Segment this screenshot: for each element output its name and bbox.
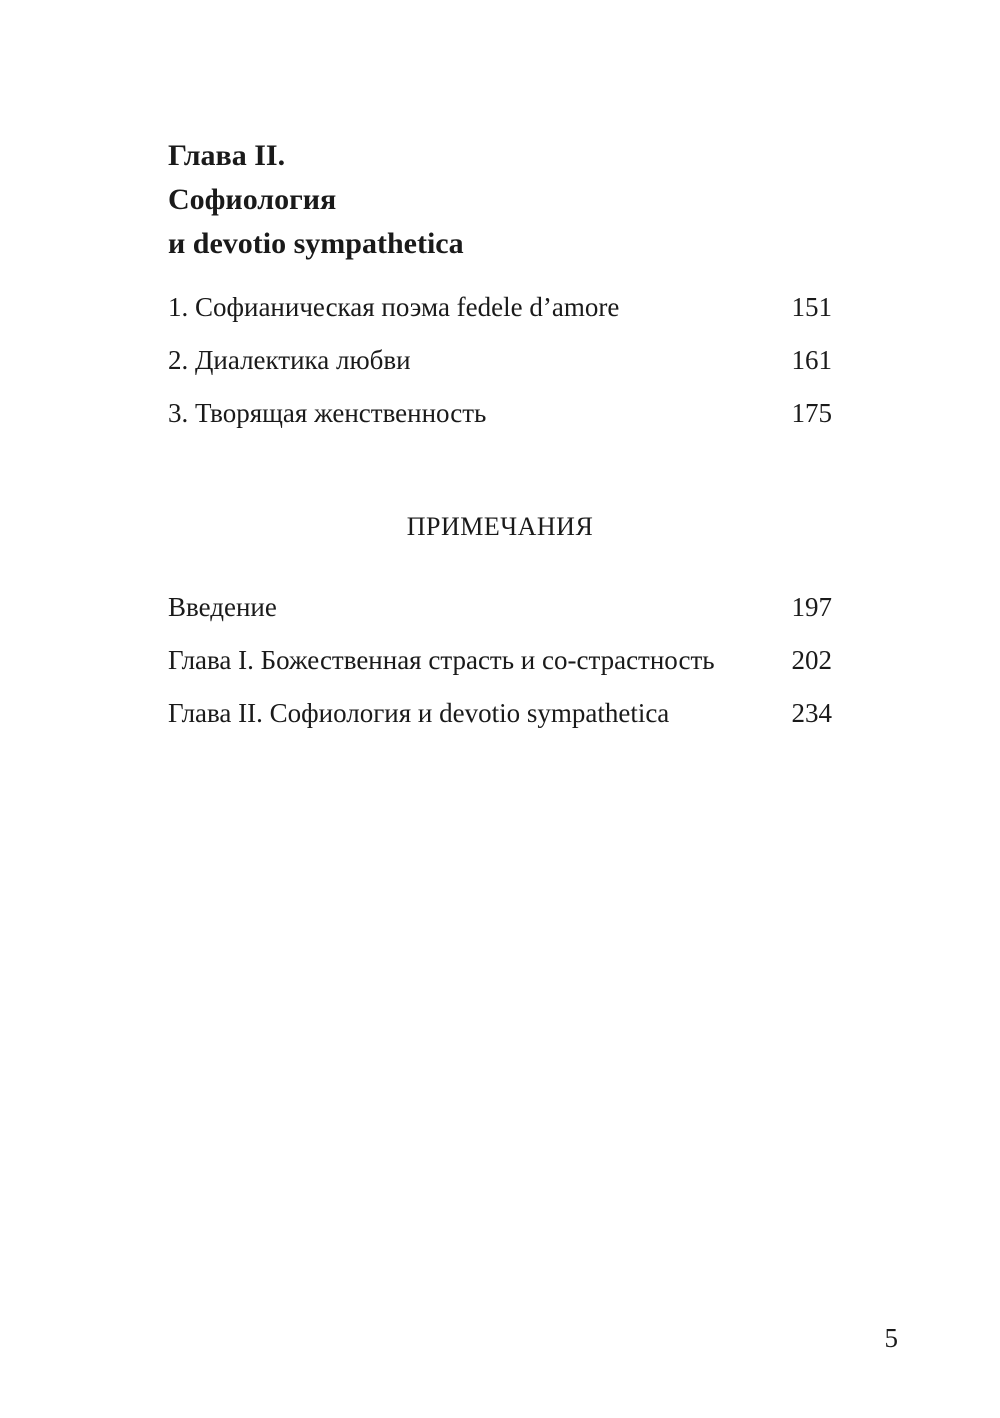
toc-entry-page: 161 bbox=[791, 345, 832, 375]
chapter-sections-list bbox=[168, 281, 832, 440]
chapter-heading-line-1: Глава II. bbox=[168, 139, 286, 172]
notes-entry-title: Глава I. Божественная страсть и со-страстность bbox=[168, 645, 715, 675]
notes-entry-page: 234 bbox=[791, 698, 832, 728]
notes-heading: ПРИМЕЧАНИЯ bbox=[406, 512, 594, 541]
toc-entry-page: 151 bbox=[791, 292, 832, 322]
notes-entry-title: Введение bbox=[168, 592, 277, 622]
toc-entry[interactable] bbox=[168, 334, 832, 387]
notes-entry-page: 197 bbox=[791, 592, 832, 622]
notes-list bbox=[168, 581, 832, 740]
chapter-heading bbox=[168, 134, 768, 266]
notes-entry-page: 202 bbox=[791, 645, 832, 675]
toc-entry[interactable] bbox=[168, 387, 832, 440]
toc-entry-page: 175 bbox=[791, 398, 832, 428]
notes-entry[interactable] bbox=[168, 687, 832, 740]
page-number: 5 bbox=[884, 1323, 898, 1353]
chapter-heading-line-3: и devotio sympathetica bbox=[168, 227, 464, 260]
notes-entry-title: Глава II. Софиология и devotio sympathetica bbox=[168, 698, 670, 728]
toc-entry-title: 1. Софианическая поэма fedele d’amore bbox=[168, 292, 620, 322]
notes-entry[interactable] bbox=[168, 581, 832, 634]
toc-entry[interactable] bbox=[168, 281, 832, 334]
chapter-heading-line-2: Софиология bbox=[168, 183, 337, 216]
toc-entry-title: 3. Творящая женственность bbox=[168, 398, 487, 428]
toc-entry-title: 2. Диалектика любви bbox=[168, 345, 411, 375]
notes-entry[interactable] bbox=[168, 634, 832, 687]
